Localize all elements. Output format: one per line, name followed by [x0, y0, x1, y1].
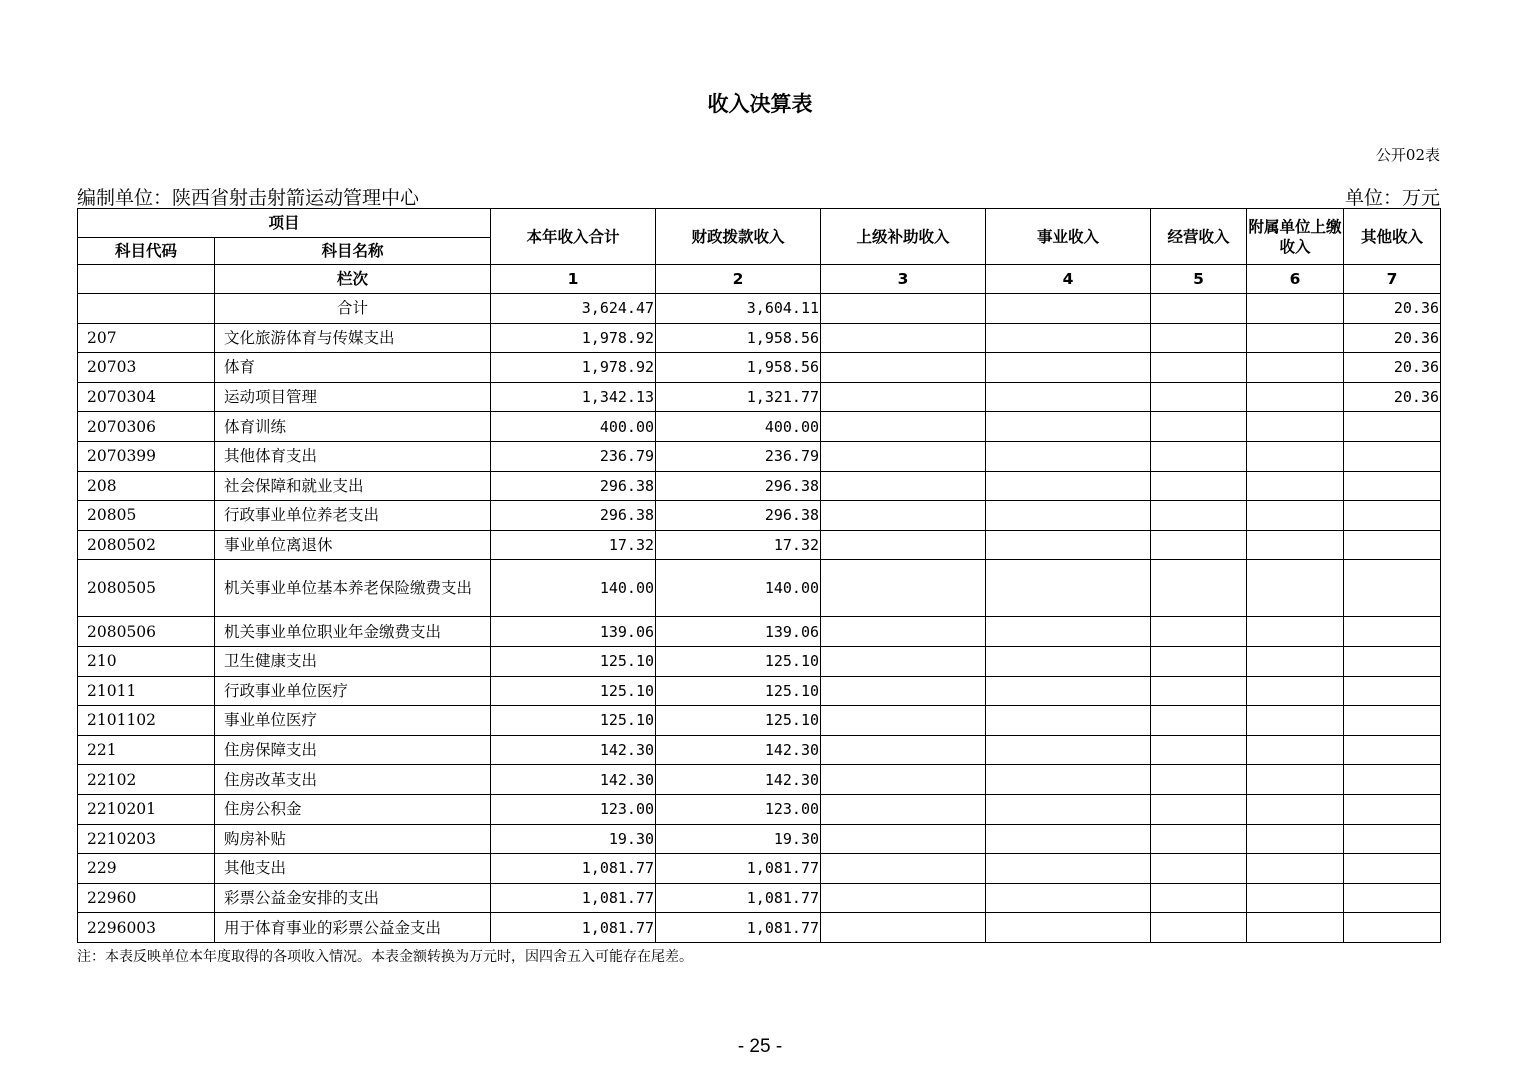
table-row [78, 794, 1441, 824]
operating-income-cell [1151, 412, 1247, 442]
fiscal-appropriation-cell: 142.30 [656, 765, 821, 795]
affiliate-income-cell [1247, 471, 1344, 501]
other-income-cell [1344, 765, 1441, 795]
col-number: 4 [986, 265, 1151, 294]
income-table [77, 208, 1441, 943]
business-income-cell [986, 883, 1151, 913]
table-row [78, 617, 1441, 647]
subject-code-cell [78, 294, 215, 324]
operating-income-cell [1151, 794, 1247, 824]
total-income-cell: 3,624.47 [491, 294, 656, 324]
superior-subsidy-cell [821, 382, 986, 412]
subject-name-cell: 运动项目管理 [215, 382, 491, 412]
subject-code-cell: 2101102 [78, 706, 215, 736]
fiscal-appropriation-cell: 1,958.56 [656, 323, 821, 353]
operating-income-cell [1151, 560, 1247, 617]
fiscal-appropriation-cell: 1,081.77 [656, 854, 821, 884]
subject-name-cell: 彩票公益金安排的支出 [215, 883, 491, 913]
total-income-cell: 1,081.77 [491, 883, 656, 913]
other-income-cell [1344, 530, 1441, 560]
table-row [78, 883, 1441, 913]
subject-name-cell: 其他支出 [215, 854, 491, 884]
operating-income-cell [1151, 646, 1247, 676]
superior-subsidy-cell [821, 883, 986, 913]
table-row [78, 824, 1441, 854]
fiscal-appropriation-cell: 1,081.77 [656, 913, 821, 943]
operating-income-cell [1151, 735, 1247, 765]
subject-name-cell: 其他体育支出 [215, 441, 491, 471]
fiscal-appropriation-cell: 139.06 [656, 617, 821, 647]
subject-name-cell: 住房保障支出 [215, 735, 491, 765]
operating-income-cell [1151, 441, 1247, 471]
header-business-income: 事业收入 [986, 209, 1151, 265]
table-row [78, 412, 1441, 442]
business-income-cell [986, 353, 1151, 383]
fiscal-appropriation-cell: 17.32 [656, 530, 821, 560]
operating-income-cell [1151, 501, 1247, 531]
reporting-organization: 编制单位：陕西省射击射箭运动管理中心 [77, 187, 420, 209]
business-income-cell [986, 765, 1151, 795]
total-income-cell: 1,081.77 [491, 854, 656, 884]
other-income-cell [1344, 441, 1441, 471]
footnote: 注：本表反映单位本年度取得的各项收入情况。本表金额转换为万元时，因四舍五入可能存在尾差。 [77, 949, 693, 965]
total-income-cell: 236.79 [491, 441, 656, 471]
other-income-cell [1344, 706, 1441, 736]
subject-name-cell: 机关事业单位基本养老保险缴费支出 [215, 560, 491, 617]
subject-code-cell: 229 [78, 854, 215, 884]
business-income-cell [986, 560, 1151, 617]
affiliate-income-cell [1247, 501, 1344, 531]
header-operating-income: 经营收入 [1151, 209, 1247, 265]
superior-subsidy-cell [821, 824, 986, 854]
affiliate-income-cell [1247, 294, 1344, 324]
business-income-cell [986, 794, 1151, 824]
fiscal-appropriation-cell: 140.00 [656, 560, 821, 617]
business-income-cell [986, 530, 1151, 560]
business-income-cell [986, 382, 1151, 412]
col-number: 7 [1344, 265, 1441, 294]
total-income-cell: 125.10 [491, 676, 656, 706]
subject-name-cell: 行政事业单位医疗 [215, 676, 491, 706]
other-income-cell [1344, 617, 1441, 647]
subject-code-cell: 2070399 [78, 441, 215, 471]
fiscal-appropriation-cell: 400.00 [656, 412, 821, 442]
superior-subsidy-cell [821, 646, 986, 676]
page-number: - 25 - [737, 1036, 783, 1057]
subject-code-cell: 20805 [78, 501, 215, 531]
affiliate-income-cell [1247, 913, 1344, 943]
fiscal-appropriation-cell: 125.10 [656, 706, 821, 736]
col-number: 3 [821, 265, 986, 294]
fiscal-appropriation-cell: 142.30 [656, 735, 821, 765]
operating-income-cell [1151, 617, 1247, 647]
business-income-cell [986, 294, 1151, 324]
subject-code-cell: 2210203 [78, 824, 215, 854]
subject-code-cell: 221 [78, 735, 215, 765]
operating-income-cell [1151, 382, 1247, 412]
subject-code-cell: 2080502 [78, 530, 215, 560]
fiscal-appropriation-cell: 123.00 [656, 794, 821, 824]
table-row [78, 765, 1441, 795]
other-income-cell [1344, 794, 1441, 824]
affiliate-income-cell [1247, 441, 1344, 471]
other-income-cell [1344, 471, 1441, 501]
table-row [78, 560, 1441, 617]
business-income-cell [986, 412, 1151, 442]
table-row [78, 294, 1441, 324]
superior-subsidy-cell [821, 706, 986, 736]
superior-subsidy-cell [821, 530, 986, 560]
affiliate-income-cell [1247, 794, 1344, 824]
superior-subsidy-cell [821, 323, 986, 353]
header-total-income: 本年收入合计 [491, 209, 656, 265]
operating-income-cell [1151, 913, 1247, 943]
header-item: 项目 [78, 209, 491, 238]
affiliate-income-cell [1247, 382, 1344, 412]
total-income-cell: 142.30 [491, 735, 656, 765]
fiscal-appropriation-cell: 125.10 [656, 646, 821, 676]
business-income-cell [986, 676, 1151, 706]
table-row [78, 353, 1441, 383]
total-income-cell: 296.38 [491, 501, 656, 531]
superior-subsidy-cell [821, 471, 986, 501]
business-income-cell [986, 706, 1151, 736]
fiscal-appropriation-cell: 1,321.77 [656, 382, 821, 412]
total-income-cell: 400.00 [491, 412, 656, 442]
subject-code-cell: 2210201 [78, 794, 215, 824]
fiscal-appropriation-cell: 19.30 [656, 824, 821, 854]
subject-code-cell: 2070304 [78, 382, 215, 412]
table-row [78, 913, 1441, 943]
table-number: 公开02表 [1375, 146, 1440, 164]
other-income-cell: 20.36 [1344, 382, 1441, 412]
total-income-cell: 139.06 [491, 617, 656, 647]
business-income-cell [986, 735, 1151, 765]
superior-subsidy-cell [821, 765, 986, 795]
other-income-cell [1344, 646, 1441, 676]
header-code: 科目代码 [78, 238, 215, 265]
total-income-cell: 140.00 [491, 560, 656, 617]
total-income-cell: 1,342.13 [491, 382, 656, 412]
operating-income-cell [1151, 765, 1247, 795]
business-income-cell [986, 501, 1151, 531]
subject-name-cell: 行政事业单位养老支出 [215, 501, 491, 531]
total-income-cell: 125.10 [491, 706, 656, 736]
subject-code-cell: 207 [78, 323, 215, 353]
col-number: 5 [1151, 265, 1247, 294]
affiliate-income-cell [1247, 560, 1344, 617]
total-income-cell: 1,081.77 [491, 913, 656, 943]
affiliate-income-cell [1247, 530, 1344, 560]
total-income-cell: 123.00 [491, 794, 656, 824]
other-income-cell: 20.36 [1344, 294, 1441, 324]
operating-income-cell [1151, 353, 1247, 383]
other-income-cell [1344, 735, 1441, 765]
operating-income-cell [1151, 824, 1247, 854]
other-income-cell [1344, 676, 1441, 706]
other-income-cell [1344, 560, 1441, 617]
subject-code-cell: 2080505 [78, 560, 215, 617]
total-income-cell: 1,978.92 [491, 353, 656, 383]
operating-income-cell [1151, 471, 1247, 501]
header-name: 科目名称 [215, 238, 491, 265]
table-row [78, 530, 1441, 560]
subject-name-cell: 卫生健康支出 [215, 646, 491, 676]
subject-name-cell: 合计 [215, 294, 491, 324]
total-income-cell: 17.32 [491, 530, 656, 560]
business-income-cell [986, 471, 1151, 501]
header-other-income: 其他收入 [1344, 209, 1441, 265]
subject-code-cell: 22102 [78, 765, 215, 795]
col-number: 2 [656, 265, 821, 294]
other-income-cell [1344, 412, 1441, 442]
operating-income-cell [1151, 294, 1247, 324]
superior-subsidy-cell [821, 560, 986, 617]
subject-name-cell: 购房补贴 [215, 824, 491, 854]
business-income-cell [986, 646, 1151, 676]
subject-code-cell: 20703 [78, 353, 215, 383]
total-income-cell: 296.38 [491, 471, 656, 501]
subject-name-cell: 社会保障和就业支出 [215, 471, 491, 501]
superior-subsidy-cell [821, 294, 986, 324]
fiscal-appropriation-cell: 236.79 [656, 441, 821, 471]
fiscal-appropriation-cell: 125.10 [656, 676, 821, 706]
table-row [78, 854, 1441, 884]
superior-subsidy-cell [821, 676, 986, 706]
superior-subsidy-cell [821, 617, 986, 647]
fiscal-appropriation-cell: 1,081.77 [656, 883, 821, 913]
subject-name-cell: 事业单位医疗 [215, 706, 491, 736]
operating-income-cell [1151, 676, 1247, 706]
subject-code-cell: 21011 [78, 676, 215, 706]
subject-code-cell: 2070306 [78, 412, 215, 442]
table-row [78, 706, 1441, 736]
affiliate-income-cell [1247, 706, 1344, 736]
table-row [78, 735, 1441, 765]
subject-code-cell: 22960 [78, 883, 215, 913]
superior-subsidy-cell [821, 412, 986, 442]
page-title: 收入决算表 [707, 92, 813, 116]
subject-name-cell: 机关事业单位职业年金缴费支出 [215, 617, 491, 647]
subject-name-cell: 住房公积金 [215, 794, 491, 824]
subject-name-cell: 用于体育事业的彩票公益金支出 [215, 913, 491, 943]
other-income-cell [1344, 854, 1441, 884]
superior-subsidy-cell [821, 735, 986, 765]
operating-income-cell [1151, 530, 1247, 560]
total-income-cell: 19.30 [491, 824, 656, 854]
subject-name-cell: 事业单位离退休 [215, 530, 491, 560]
business-income-cell [986, 441, 1151, 471]
header-superior-subsidy: 上级补助收入 [821, 209, 986, 265]
operating-income-cell [1151, 706, 1247, 736]
other-income-cell [1344, 883, 1441, 913]
header-column-label: 栏次 [215, 265, 491, 294]
superior-subsidy-cell [821, 441, 986, 471]
affiliate-income-cell [1247, 617, 1344, 647]
business-income-cell [986, 824, 1151, 854]
col-number: 6 [1247, 265, 1344, 294]
subject-name-cell: 住房改革支出 [215, 765, 491, 795]
subject-code-cell: 208 [78, 471, 215, 501]
fiscal-appropriation-cell: 1,958.56 [656, 353, 821, 383]
subject-name-cell: 体育 [215, 353, 491, 383]
header-fiscal-appropriation: 财政拨款收入 [656, 209, 821, 265]
affiliate-income-cell [1247, 646, 1344, 676]
affiliate-income-cell [1247, 883, 1344, 913]
subject-name-cell: 体育训练 [215, 412, 491, 442]
affiliate-income-cell [1247, 854, 1344, 884]
fiscal-appropriation-cell: 296.38 [656, 501, 821, 531]
operating-income-cell [1151, 323, 1247, 353]
table-row [78, 382, 1441, 412]
business-income-cell [986, 617, 1151, 647]
fiscal-appropriation-cell: 296.38 [656, 471, 821, 501]
total-income-cell: 125.10 [491, 646, 656, 676]
other-income-cell [1344, 501, 1441, 531]
subject-code-cell: 2296003 [78, 913, 215, 943]
other-income-cell [1344, 824, 1441, 854]
superior-subsidy-cell [821, 353, 986, 383]
subject-name-cell: 文化旅游体育与传媒支出 [215, 323, 491, 353]
superior-subsidy-cell [821, 794, 986, 824]
affiliate-income-cell [1247, 824, 1344, 854]
affiliate-income-cell [1247, 412, 1344, 442]
subject-code-cell: 210 [78, 646, 215, 676]
other-income-cell: 20.36 [1344, 353, 1441, 383]
fiscal-appropriation-cell: 3,604.11 [656, 294, 821, 324]
other-income-cell [1344, 913, 1441, 943]
affiliate-income-cell [1247, 353, 1344, 383]
business-income-cell [986, 323, 1151, 353]
operating-income-cell [1151, 854, 1247, 884]
affiliate-income-cell [1247, 323, 1344, 353]
business-income-cell [986, 854, 1151, 884]
total-income-cell: 1,978.92 [491, 323, 656, 353]
superior-subsidy-cell [821, 501, 986, 531]
other-income-cell: 20.36 [1344, 323, 1441, 353]
business-income-cell [986, 913, 1151, 943]
superior-subsidy-cell [821, 854, 986, 884]
total-income-cell: 142.30 [491, 765, 656, 795]
col-number: 1 [491, 265, 656, 294]
table-row [78, 441, 1441, 471]
currency-unit: 单位：万元 [1344, 187, 1440, 209]
affiliate-income-cell [1247, 765, 1344, 795]
affiliate-income-cell [1247, 735, 1344, 765]
table-row [78, 323, 1441, 353]
operating-income-cell [1151, 883, 1247, 913]
superior-subsidy-cell [821, 913, 986, 943]
subject-code-cell: 2080506 [78, 617, 215, 647]
affiliate-income-cell [1247, 676, 1344, 706]
table-row [78, 646, 1441, 676]
header-affiliate-income: 附属单位上缴收入 [1247, 209, 1344, 265]
table-row [78, 676, 1441, 706]
table-row [78, 471, 1441, 501]
table-row [78, 501, 1441, 531]
